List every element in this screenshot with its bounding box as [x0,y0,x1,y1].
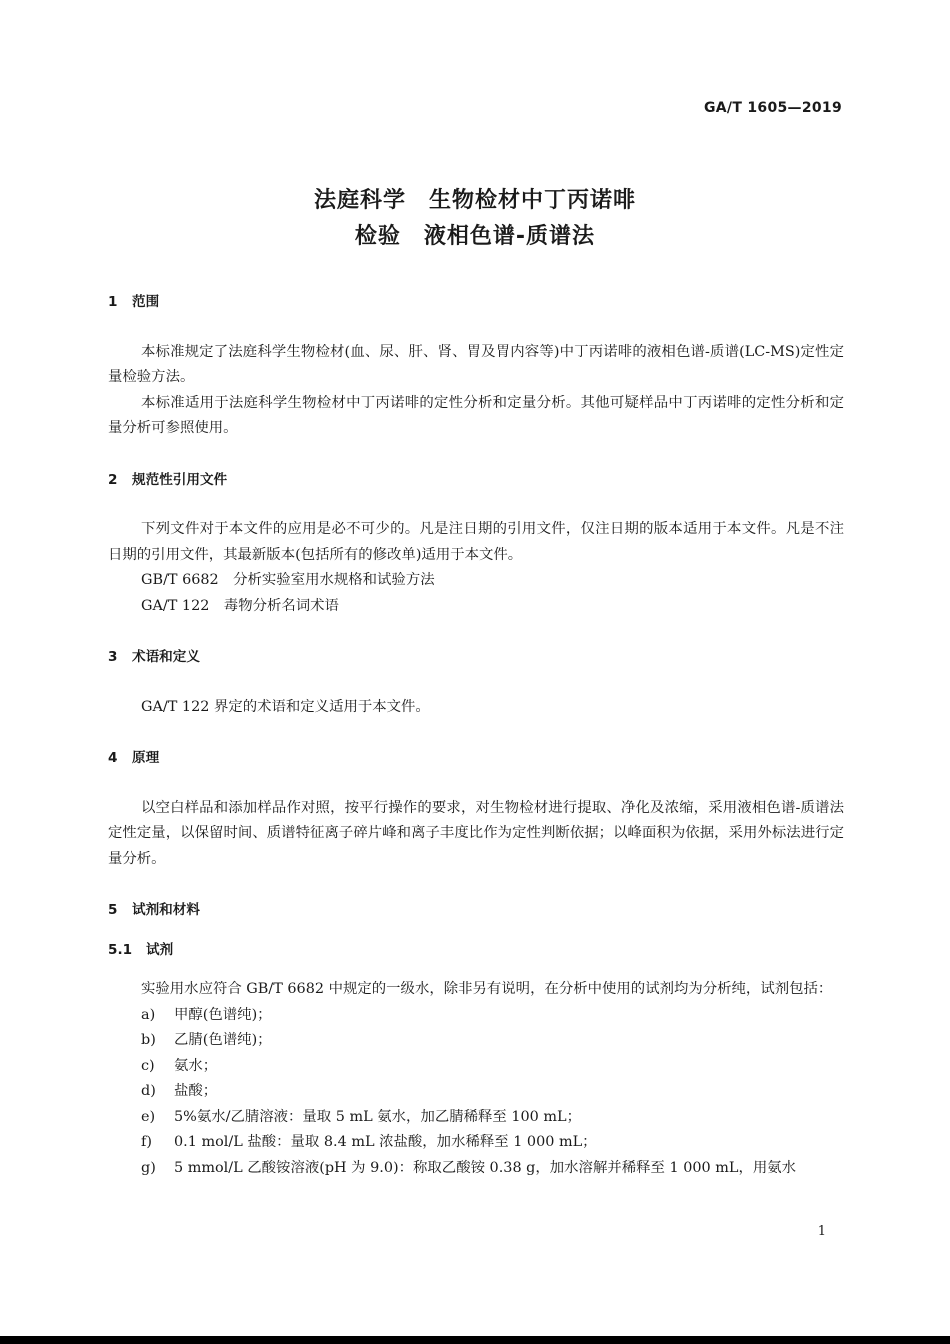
document-title-line-2: 检验 液相色谱-质谱法 [354,224,596,249]
section-title: 范围 [132,294,160,310]
list-item [108,1130,844,1156]
section-title: 术语和定义 [132,649,200,665]
section-heading-3 [108,645,844,671]
reference-item [108,594,844,620]
section-number: 4 [108,750,118,766]
standard-number: GA/T 1605—2019 [704,100,842,116]
list-text: 乙腈(色谱纯)； [174,1032,272,1048]
section-number: 1 [108,294,118,310]
section-title: 规范性引用文件 [132,471,228,488]
paragraph: GA/T 122 界定的术语和定义适用于本文件。 [141,698,430,715]
subsection-heading-5-1 [108,938,844,964]
list-item [108,1156,844,1182]
section-heading-5 [108,898,844,924]
section-number: 2 [108,471,118,488]
list-marker: e) [141,1108,156,1125]
reference-code: GA/T 122 [141,597,210,614]
bottom-border [0,1336,950,1344]
list-item [108,1105,844,1131]
reference-name: 毒物分析名词术语 [223,597,339,614]
paragraph: 实验用水应符合 GB/T 6682 中规定的一级水，除非另有说明，在分析中使用的试剂均为分析纯，试剂包括： [141,981,833,997]
paragraph: 下列文件对于本文件的应用是必不可少的。凡是注日期的引用文件，仅注日期的版本适用于本文件。凡是不注日期的引用文件，其最新版本(包括所有的修改单)适用于本文件。 [108,521,844,563]
document-title-line-1: 法庭科学 生物检材中丁丙诺啡 [313,188,636,213]
list-text: 5%氨水/乙腈溶液：量取 5 mL 氨水，加乙腈稀释至 100 mL； [174,1108,582,1125]
list-marker: a) [141,1006,156,1023]
section-heading-2 [108,468,844,494]
reference-name: 分析实验室用水规格和试验方法 [233,572,435,588]
list-marker: c) [141,1057,155,1074]
list-item [108,1003,844,1029]
section-title: 试剂和材料 [132,902,200,918]
paragraph: 以空白样品和添加样品作对照，按平行操作的要求，对生物检材进行提取、净化及浓缩，采用液相色谱-质谱法定性定量，以保留时间、质谱特征离子碎片峰和离子丰度比作为定性判断依据；以峰面积为依据，采用外标法进行定量分析。 [108,799,844,867]
list-text: 甲醇(色谱纯)； [174,1006,272,1023]
section-title: 原理 [132,750,160,766]
reference-item [108,568,844,594]
list-text: 盐酸； [174,1083,218,1099]
list-marker: b) [141,1032,156,1048]
reference-code: GB/T 6682 [141,572,219,588]
page-number: 1 [817,1224,826,1239]
list-text: 氨水； [174,1057,218,1074]
subsection-title: 试剂 [146,941,174,958]
list-marker: d) [141,1083,156,1099]
subsection-number: 5.1 [108,941,133,958]
section-number: 5 [108,902,118,918]
list-text: 5 mmol/L 乙酸铵溶液(pH 为 9.0)：称取乙酸铵 0.38 g，加水溶解并稀释至 1 000 mL，用氨水 [174,1159,797,1176]
section-heading-1 [108,290,844,316]
paragraph: 本标准适用于法庭科学生物检材中丁丙诺啡的定性分析和定量分析。其他可疑样品中丁丙诺啡的定性分析和定量分析可参照使用。 [108,394,844,436]
paragraph: 本标准规定了法庭科学生物检材(血、尿、肝、肾、胃及胃内容等)中丁丙诺啡的液相色谱-质谱(LC-MS)定性定量检验方法。 [108,343,844,385]
section-heading-4 [108,746,844,772]
document-body [108,290,844,1181]
list-marker: g) [141,1159,156,1176]
list-item [108,1054,844,1080]
section-number: 3 [108,649,118,665]
list-text: 0.1 mol/L 盐酸：量取 8.4 mL 浓盐酸，加水稀释至 1 000 mL； [174,1134,597,1150]
list-item [108,1028,844,1054]
list-item [108,1079,844,1105]
list-marker: f) [141,1134,152,1150]
